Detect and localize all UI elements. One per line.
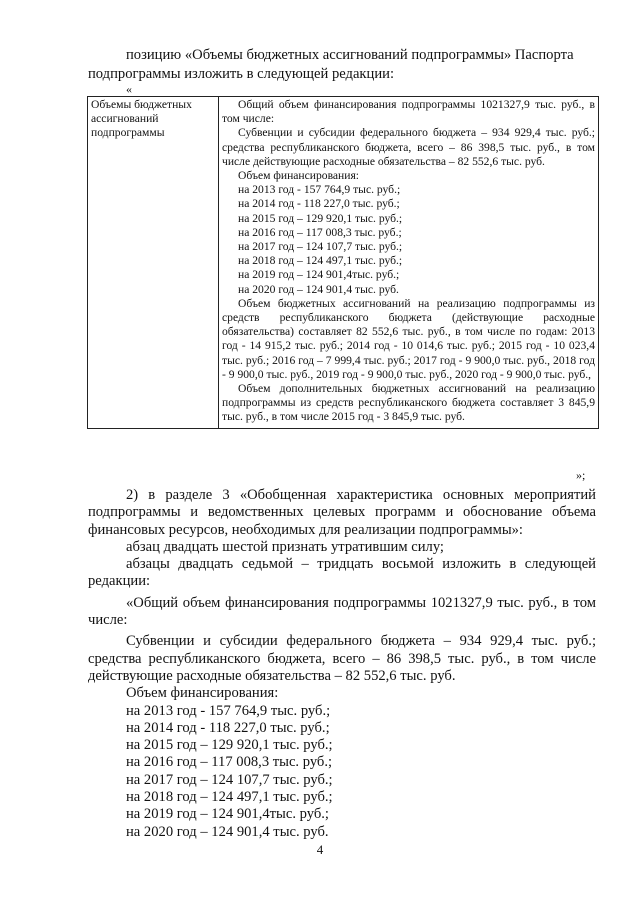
financing-label: Объем финансирования:	[126, 685, 279, 702]
paragraphs-27-38-text: абзацы двадцать седьмой – тридцать восьмой изложить в следующей редакции:	[88, 556, 596, 590]
year-line: на 2017 год – 124 107,7 тыс. руб.;	[126, 771, 333, 788]
total-financing-paragraph: «Общий объем финансирования подпрограммы 1021327,9 тыс. руб., в том числе:	[88, 594, 596, 629]
page-number: 4	[316, 842, 324, 857]
table-row	[88, 97, 599, 429]
year-line: на 2020 год – 124 901,4 тыс. руб.	[126, 823, 329, 840]
year-line: на 2013 год - 157 764,9 тыс. руб.;	[126, 702, 331, 719]
year-line: на 2018 год – 124 497,1 тыс. руб.;	[238, 254, 403, 268]
intro-line-1: позицию «Объемы бюджетных ассигнований подпрограммы» Паспорта	[126, 47, 574, 63]
year-line: на 2015 год – 129 920,1 тыс. руб.;	[126, 737, 333, 754]
section-3-paragraph: 2) в разделе 3 «Обобщенная характеристика основных мероприятий подпрограммы и ведомственных целевых программ и обоснование объема финансовых ресурсов, необходимых для реализации подпрограммы»:	[88, 487, 596, 538]
year-line: на 2016 год – 117 008,3 тыс. руб.;	[126, 754, 333, 771]
passport-table	[87, 96, 599, 429]
table-left-header: Объемы бюджетных ассигнований подпрограммы	[88, 97, 219, 429]
year-line: на 2019 год – 124 901,4тыс. руб.;	[126, 806, 329, 823]
financing-label: Объем финансирования:	[238, 169, 360, 183]
paragraph-26-text: абзац двадцать шестой признать утратившим силу;	[126, 538, 444, 555]
opening-quote-mark: «	[126, 82, 132, 96]
year-line: на 2017 год – 124 107,7 тыс. руб.;	[238, 240, 403, 254]
subsidies-paragraph: Субвенции и субсидии федерального бюджета – 934 929,4 тыс. руб.; средства республиканского бюджета, всего – 86 398,5 тыс. руб., в том числе действующие расходные обязательства – 82 552,6 тыс. руб.	[88, 633, 596, 684]
subsidies-text: Субвенции и субсидии федерального бюджета – 934 929,4 тыс. руб.; средства республиканского бюджета, всего – 86 398,5 тыс. руб., в том числе действующие расходные обязательства – 82 552,6 тыс. руб.	[222, 126, 595, 168]
year-line: на 2020 год – 124 901,4 тыс. руб.	[238, 282, 399, 296]
intro-paragraph	[88, 46, 596, 84]
additional-allocations-text: Объем дополнительных бюджетных ассигнований на реализацию подпрограммы из средств республиканского бюджета составляет 3 845,9 тыс. руб., в том числе 2015 год - 3 845,9 тыс. руб.	[222, 382, 595, 424]
year-line: на 2015 год – 129 920,1 тыс. руб.;	[238, 211, 403, 225]
year-line: на 2013 год - 157 764,9 тыс. руб.;	[238, 183, 401, 197]
total-financing-text: Общий объем финансирования подпрограммы 1021327,9 тыс. руб., в том числе:	[222, 98, 595, 126]
year-line: на 2019 год – 124 901,4тыс. руб.;	[238, 268, 400, 282]
allocations-text: Объем бюджетных ассигнований на реализацию подпрограммы из средств республиканского бюджета (действующие расходные обязательства) составляет 82 552,6 тыс. руб., в том числе по годам: 2013 год - 14 915,2 тыс. руб.; 2014 год - 10 014,6 тыс. руб.; 2015 год - 10 023,4 тыс. руб.; 2016 год – 7 999,4 тыс. руб.; 2017 год - 9 900,0 тыс. руб., 2018 год - 9 900,0 тыс. руб., 2019 год - 9 900,0 тыс. руб., 2020 год - 9 900,0 тыс. руб.,	[222, 296, 595, 381]
year-line: на 2014 год - 118 227,0 тыс. руб.;	[126, 719, 330, 736]
year-line: на 2016 год – 117 008,3 тыс. руб.;	[238, 225, 402, 239]
closing-quote-mark: »;	[576, 468, 586, 482]
year-line: на 2018 год – 124 497,1 тыс. руб.;	[126, 789, 333, 806]
intro-line-2: подпрограммы изложить в следующей редакции:	[88, 66, 395, 82]
table-right-cell	[219, 97, 599, 429]
amendment-text	[88, 487, 596, 841]
year-line: на 2014 год - 118 227,0 тыс. руб.;	[238, 197, 400, 211]
